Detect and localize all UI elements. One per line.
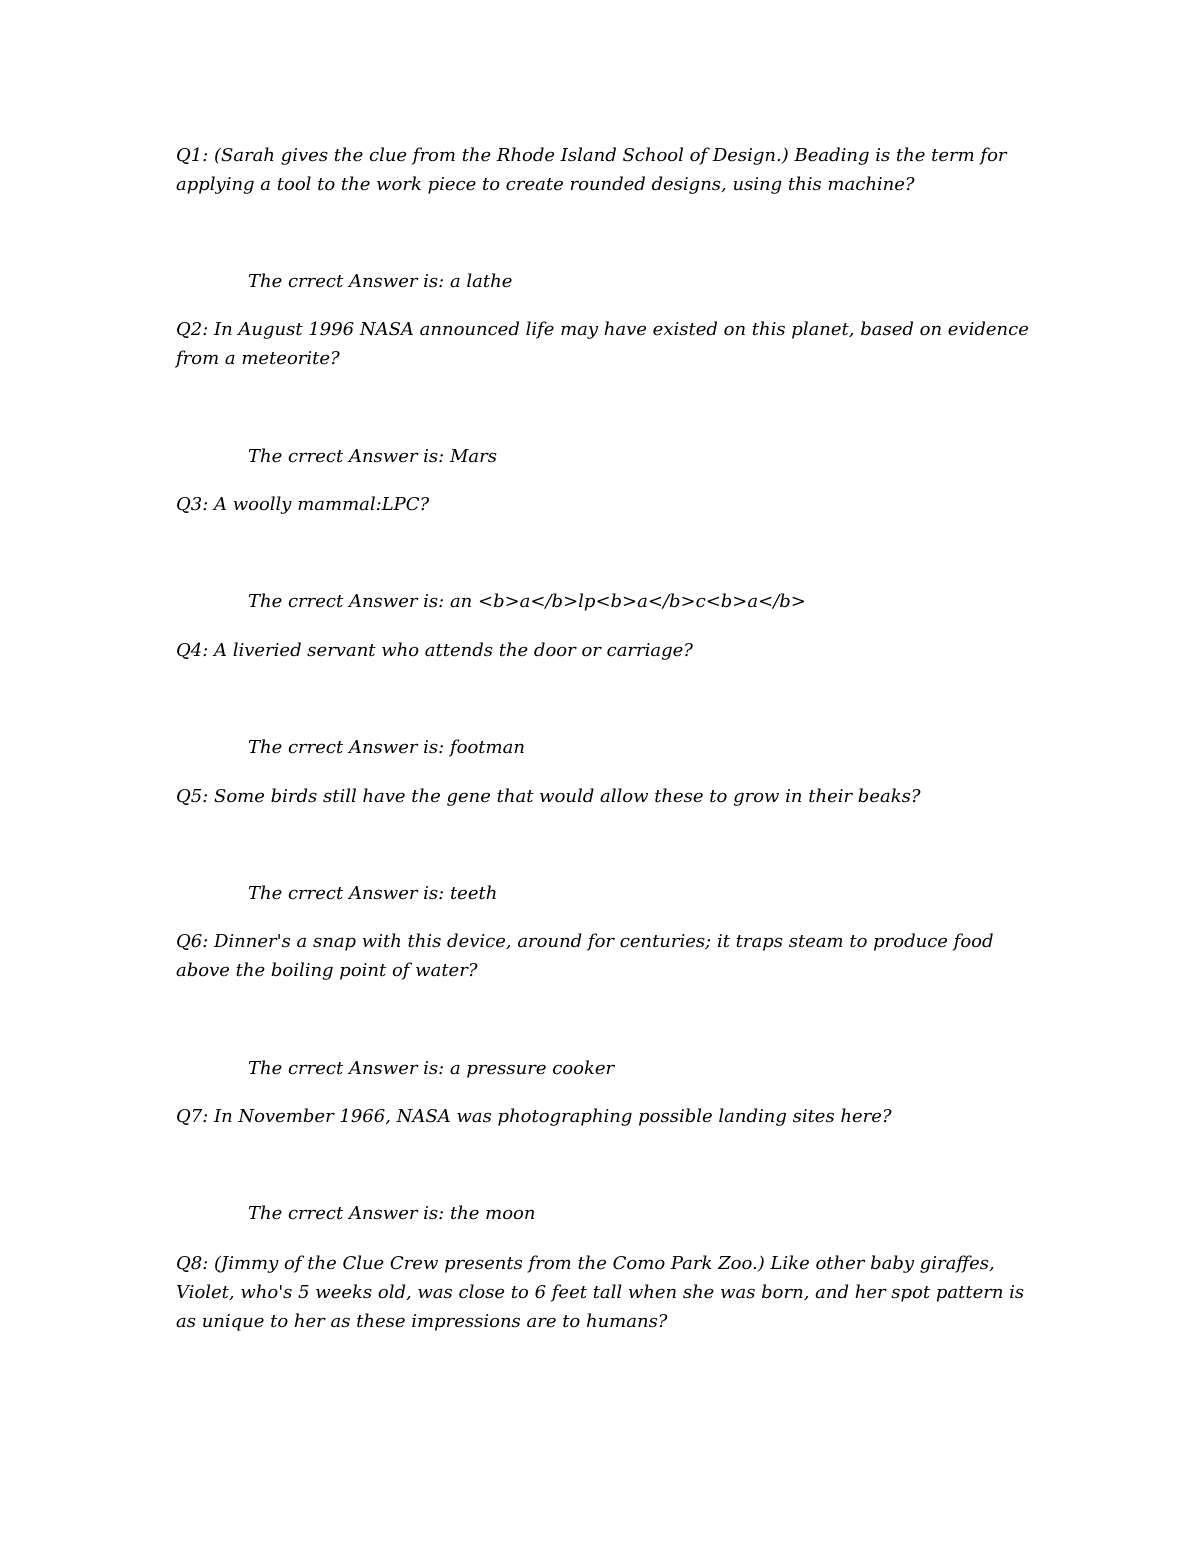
- question-5: Q5: Some birds still have the gene that would allow these to grow in their beaks?: [176, 786, 921, 807]
- question-1: Q1: (Sarah gives the clue from the Rhode Island School of Design.) Beading is the term for applying a tool to the work piece to create rounded designs, using this machine?: [176, 145, 1007, 195]
- answer-1: The crrect Answer is: a lathe: [248, 271, 513, 292]
- question-7: Q7: In November 1966, NASA was photographing possible landing sites here?: [176, 1106, 892, 1127]
- answer-2: The crrect Answer is: Mars: [248, 446, 497, 467]
- question-4: Q4: A liveried servant who attends the door or carriage?: [176, 640, 693, 661]
- answer-4: The crrect Answer is: footman: [248, 737, 525, 758]
- question-8: Q8: (Jimmy of the Clue Crew presents from the Como Park Zoo.) Like other baby giraffes, Violet, who's 5 weeks old, was close to 6 feet tall when she was born, and her spot pattern is as unique to her as these impressions are to humans?: [176, 1253, 1025, 1332]
- answer-3: The crrect Answer is: an <b>a</b>lp<b>a</b>c<b>a</b>: [248, 591, 806, 612]
- question-6: Q6: Dinner's a snap with this device, around for centuries; it traps steam to produce food above the boiling point of water?: [176, 931, 994, 981]
- answer-7: The crrect Answer is: the moon: [248, 1203, 536, 1224]
- question-2: Q2: In August 1996 NASA announced life may have existed on this planet, based on evidence from a meteorite?: [176, 319, 1029, 369]
- answer-5: The crrect Answer is: teeth: [248, 883, 498, 904]
- question-3: Q3: A woolly mammal:LPC?: [176, 494, 430, 515]
- answer-6: The crrect Answer is: a pressure cooker: [248, 1058, 615, 1079]
